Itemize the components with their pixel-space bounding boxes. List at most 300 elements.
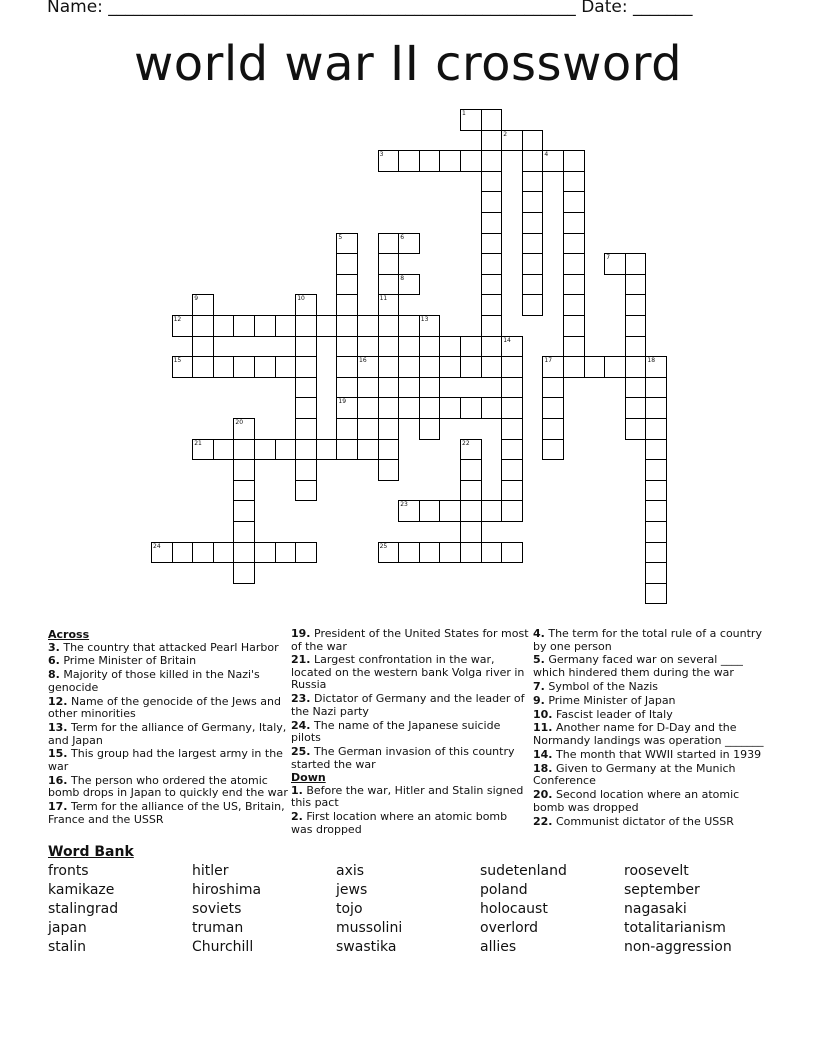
- clue-number: 17.: [48, 800, 68, 814]
- grid-cell[interactable]: [336, 233, 358, 255]
- grid-cell[interactable]: [336, 294, 358, 316]
- grid-cell[interactable]: [481, 294, 503, 316]
- clue-text: Majority of those killed in the Nazi's genocide: [48, 668, 260, 694]
- grid-cell[interactable]: [295, 480, 317, 502]
- grid-cell[interactable]: [233, 418, 255, 440]
- grid-cell[interactable]: [501, 459, 523, 481]
- grid-cell[interactable]: [192, 315, 214, 337]
- clue: [533, 763, 773, 788]
- grid-cell[interactable]: [481, 109, 503, 131]
- grid-cell[interactable]: [336, 336, 358, 358]
- clue-number: 4.: [533, 627, 545, 640]
- grid-cell[interactable]: [481, 150, 503, 172]
- clue-text: Second location where an atomic bomb was dropped: [533, 788, 740, 814]
- grid-cell[interactable]: [522, 294, 544, 316]
- grid-cell[interactable]: [439, 542, 461, 564]
- grid-cell[interactable]: [295, 418, 317, 440]
- word-bank-word: truman: [192, 920, 244, 936]
- grid-cell[interactable]: [419, 542, 441, 564]
- grid-cell[interactable]: [563, 356, 585, 378]
- grid-cell[interactable]: [233, 500, 255, 522]
- clues-column-1: [48, 628, 288, 828]
- grid-cell[interactable]: [625, 294, 647, 316]
- grid-cell[interactable]: [378, 274, 400, 296]
- grid-cell[interactable]: [563, 315, 585, 337]
- grid-cell[interactable]: [213, 542, 235, 564]
- clue-number: 5: [338, 233, 343, 241]
- word-bank-word: nagasaki: [624, 901, 687, 917]
- word-bank-word: roosevelt: [624, 863, 689, 879]
- grid-cell[interactable]: [481, 171, 503, 193]
- clue-number: 19.: [291, 627, 311, 640]
- grid-cell[interactable]: [460, 397, 482, 419]
- grid-cell[interactable]: [336, 397, 358, 419]
- grid-cell[interactable]: [378, 315, 400, 337]
- grid-cell[interactable]: [439, 397, 461, 419]
- grid-cell[interactable]: [501, 542, 523, 564]
- grid-cell[interactable]: [192, 439, 214, 461]
- grid-cell[interactable]: [275, 356, 297, 378]
- grid-cell[interactable]: [645, 377, 667, 399]
- clue: [533, 789, 773, 814]
- clue: [533, 749, 773, 762]
- clue-number: 21: [194, 439, 202, 447]
- grid-cell[interactable]: [419, 500, 441, 522]
- grid-cell[interactable]: [625, 397, 647, 419]
- clue-number: 18.: [533, 761, 553, 775]
- grid-cell[interactable]: [625, 418, 647, 440]
- clue-number: 7: [606, 254, 611, 262]
- grid-cell[interactable]: [233, 521, 255, 543]
- grid-cell[interactable]: [192, 294, 214, 316]
- clue-number: 16.: [48, 773, 68, 787]
- grid-cell[interactable]: [378, 439, 400, 461]
- grid-cell[interactable]: [233, 542, 255, 564]
- grid-cell[interactable]: [542, 418, 564, 440]
- grid-cell[interactable]: [645, 418, 667, 440]
- word-bank-title: Word Bank: [48, 844, 134, 860]
- grid-cell[interactable]: [563, 233, 585, 255]
- clue-text: Before the war, Hitler and Stalin signed this pact: [291, 783, 524, 810]
- clue-text: Prime Minister of Japan: [548, 693, 676, 707]
- grid-cell[interactable]: [295, 377, 317, 399]
- clue: [291, 811, 531, 836]
- grid-cell[interactable]: [295, 315, 317, 337]
- clue-number: 3: [379, 151, 384, 159]
- clues-column-3: [533, 628, 773, 829]
- clue-number: 24.: [291, 718, 311, 732]
- grid-cell[interactable]: [316, 315, 338, 337]
- grid-cell[interactable]: [460, 356, 482, 378]
- word-bank-word: september: [624, 882, 700, 898]
- clue-number: 11: [379, 295, 388, 303]
- word-bank-word: jews: [336, 882, 368, 898]
- word-bank-word: non-aggression: [624, 939, 732, 955]
- clues-column-2: [291, 628, 531, 838]
- clue: [533, 695, 773, 708]
- grid-cell[interactable]: [336, 439, 358, 461]
- grid-cell[interactable]: [398, 150, 420, 172]
- grid-cell[interactable]: [151, 542, 173, 564]
- grid-cell[interactable]: [213, 356, 235, 378]
- grid-cell[interactable]: [254, 542, 276, 564]
- grid-cell[interactable]: [336, 315, 358, 337]
- clue-number: 12: [173, 316, 182, 323]
- grid-cell[interactable]: [254, 439, 276, 461]
- grid-cell[interactable]: [398, 274, 420, 296]
- clue: [48, 696, 288, 721]
- grid-cell[interactable]: [378, 377, 400, 399]
- clue-text: Prime Minister of Britain: [63, 654, 197, 668]
- grid-cell[interactable]: [213, 315, 235, 337]
- grid-cell[interactable]: [625, 274, 647, 296]
- grid-cell[interactable]: [522, 274, 544, 296]
- grid-cell[interactable]: [295, 336, 317, 358]
- grid-cell[interactable]: [172, 542, 194, 564]
- grid-cell[interactable]: [398, 397, 420, 419]
- clue-text: Term for the alliance of the US, Britain, France and the USSR: [48, 800, 285, 826]
- clue-number: 10: [297, 295, 305, 303]
- page-title: world war II crossword: [133, 36, 683, 92]
- grid-cell[interactable]: [625, 377, 647, 399]
- grid-cell[interactable]: [378, 253, 400, 275]
- grid-cell[interactable]: [419, 336, 441, 358]
- grid-cell[interactable]: [378, 233, 400, 255]
- clue: [48, 748, 288, 773]
- clue-text: Name of the genocide of the Jews and other minorities: [48, 694, 281, 721]
- grid-cell[interactable]: [481, 500, 503, 522]
- grid-cell[interactable]: [522, 130, 544, 152]
- grid-cell[interactable]: [378, 397, 400, 419]
- clue-number: 21.: [291, 653, 311, 667]
- clue: [533, 816, 773, 829]
- clue: [48, 642, 288, 655]
- grid-cell[interactable]: [295, 439, 317, 461]
- clue: [533, 654, 773, 679]
- clue-number: 9: [194, 295, 199, 303]
- clue-number: 6.: [48, 654, 60, 668]
- word-bank-word: hiroshima: [192, 882, 262, 898]
- clue-text: Term for the alliance of Germany, Italy, and Japan: [48, 721, 287, 747]
- grid-cell[interactable]: [378, 418, 400, 440]
- grid-cell[interactable]: [398, 356, 420, 378]
- clue-number: 6: [400, 233, 405, 241]
- grid-cell[interactable]: [254, 356, 276, 378]
- grid-cell[interactable]: [460, 336, 482, 358]
- clue: [48, 722, 288, 747]
- grid-cell[interactable]: [398, 233, 420, 255]
- grid-cell[interactable]: [481, 336, 503, 358]
- word-bank-word: Churchill: [192, 939, 254, 955]
- grid-cell[interactable]: [213, 439, 235, 461]
- clue-number: 14.: [533, 747, 553, 761]
- clue-text: Given to Germany at the Munich Conference: [533, 761, 736, 788]
- grid-cell[interactable]: [645, 356, 667, 378]
- grid-cell[interactable]: [604, 356, 626, 378]
- clue-number: 23.: [291, 692, 311, 706]
- grid-cell[interactable]: [604, 253, 626, 275]
- grid-cell[interactable]: [645, 583, 667, 605]
- word-bank-word: totalitarianism: [624, 920, 726, 936]
- grid-cell[interactable]: [275, 542, 297, 564]
- clue: [291, 693, 531, 718]
- grid-cell[interactable]: [625, 356, 647, 378]
- grid-cell[interactable]: [460, 150, 482, 172]
- grid-cell[interactable]: [439, 150, 461, 172]
- grid-cell[interactable]: [419, 418, 441, 440]
- clue-text: This group had the largest army in the war: [48, 747, 283, 773]
- clue-text: The German invasion of this country started the war: [291, 745, 515, 771]
- word-bank-word: axis: [336, 863, 365, 879]
- grid-cell[interactable]: [419, 315, 441, 337]
- grid-cell[interactable]: [481, 542, 503, 564]
- grid-cell[interactable]: [378, 336, 400, 358]
- clue-number: 1: [462, 110, 466, 117]
- grid-cell[interactable]: [563, 150, 585, 172]
- clue: [533, 722, 773, 747]
- word-bank-word: fronts: [48, 863, 89, 879]
- grid-cell[interactable]: [336, 377, 358, 399]
- grid-cell[interactable]: [563, 274, 585, 296]
- grid-cell[interactable]: [295, 356, 317, 378]
- grid-cell[interactable]: [501, 418, 523, 440]
- grid-cell[interactable]: [295, 459, 317, 481]
- grid-cell[interactable]: [172, 315, 194, 337]
- grid-cell[interactable]: [645, 439, 667, 461]
- grid-cell[interactable]: [295, 397, 317, 419]
- grid-cell[interactable]: [419, 356, 441, 378]
- grid-cell[interactable]: [625, 315, 647, 337]
- clue-text: Germany faced war on several ____ which hindered them during the war: [533, 653, 743, 679]
- clue: [291, 720, 531, 745]
- grid-cell[interactable]: [398, 315, 420, 337]
- grid-cell[interactable]: [481, 191, 503, 213]
- clue-number: 10.: [533, 707, 553, 721]
- grid-cell[interactable]: [233, 562, 255, 584]
- grid-cell[interactable]: [460, 459, 482, 481]
- grid-cell[interactable]: [336, 253, 358, 275]
- word-bank-word: allies: [480, 939, 517, 955]
- grid-cell[interactable]: [336, 274, 358, 296]
- grid-cell[interactable]: [563, 191, 585, 213]
- grid-cell[interactable]: [275, 315, 297, 337]
- grid-cell[interactable]: [481, 130, 503, 152]
- grid-cell[interactable]: [481, 233, 503, 255]
- grid-cell[interactable]: [501, 500, 523, 522]
- grid-cell[interactable]: [378, 356, 400, 378]
- grid-cell[interactable]: [645, 397, 667, 419]
- grid-cell[interactable]: [481, 356, 503, 378]
- grid-cell[interactable]: [233, 315, 255, 337]
- clue-number: 25.: [291, 745, 311, 759]
- grid-cell[interactable]: [233, 480, 255, 502]
- grid-cell[interactable]: [501, 130, 523, 152]
- grid-cell[interactable]: [522, 253, 544, 275]
- grid-cell[interactable]: [563, 294, 585, 316]
- clue-text: Dictator of Germany and the leader of the Nazi party: [291, 692, 525, 718]
- grid-cell[interactable]: [522, 212, 544, 234]
- word-bank-word: stalin: [48, 939, 87, 955]
- clue-text: Symbol of the Nazis: [548, 679, 658, 693]
- clue-number: 11.: [533, 721, 553, 735]
- grid-cell[interactable]: [481, 315, 503, 337]
- grid-cell[interactable]: [275, 439, 297, 461]
- grid-cell[interactable]: [419, 397, 441, 419]
- clue-text: The term for the total rule of a country by one person: [533, 627, 762, 653]
- clue-number: 17: [544, 357, 553, 365]
- grid-cell[interactable]: [563, 171, 585, 193]
- clue-number: 5.: [533, 653, 545, 667]
- grid-cell[interactable]: [501, 480, 523, 502]
- grid-cell[interactable]: [357, 397, 379, 419]
- grid-cell[interactable]: [542, 150, 564, 172]
- clue-number: 2: [503, 130, 508, 138]
- grid-cell[interactable]: [357, 356, 379, 378]
- across-heading: Across: [48, 628, 90, 641]
- grid-cell[interactable]: [460, 480, 482, 502]
- grid-cell[interactable]: [460, 521, 482, 543]
- clue-number: 1.: [291, 783, 303, 797]
- grid-cell[interactable]: [419, 377, 441, 399]
- clue-number: 18: [647, 357, 656, 365]
- clue: [291, 654, 531, 692]
- grid-cell[interactable]: [501, 377, 523, 399]
- grid-cell[interactable]: [645, 521, 667, 543]
- grid-cell[interactable]: [439, 336, 461, 358]
- clue-number: 9.: [533, 693, 545, 707]
- clue: [48, 775, 288, 800]
- clue-text: Another name for D-Day and the Normandy landings was operation _______: [533, 721, 764, 747]
- grid-cell[interactable]: [501, 356, 523, 378]
- grid-cell[interactable]: [481, 253, 503, 275]
- clue: [48, 801, 288, 826]
- clue-number: 16: [359, 357, 367, 365]
- grid-cell[interactable]: [192, 336, 214, 358]
- clue-number: 14: [503, 336, 511, 344]
- grid-cell[interactable]: [254, 315, 276, 337]
- clue-text: First location where an atomic bomb was dropped: [291, 810, 508, 836]
- grid-cell[interactable]: [357, 439, 379, 461]
- clue: [291, 785, 531, 810]
- grid-cell[interactable]: [625, 336, 647, 358]
- clue-text: Fascist leader of Italy: [556, 707, 673, 721]
- clue-number: 25: [379, 542, 388, 550]
- grid-cell[interactable]: [460, 439, 482, 461]
- grid-cell[interactable]: [316, 439, 338, 461]
- grid-cell[interactable]: [419, 150, 441, 172]
- down-heading: Down: [291, 771, 326, 785]
- grid-cell[interactable]: [522, 171, 544, 193]
- clue-text: The person who ordered the atomic bomb drops in Japan to quickly end the war: [48, 773, 288, 800]
- grid-cell[interactable]: [233, 356, 255, 378]
- clue: [48, 669, 288, 694]
- grid-cell[interactable]: [501, 439, 523, 461]
- clue-number: 12.: [48, 694, 68, 708]
- word-bank-word: tojo: [336, 901, 363, 917]
- grid-cell[interactable]: [481, 274, 503, 296]
- clue-number: 24: [153, 542, 161, 550]
- grid-cell[interactable]: [542, 377, 564, 399]
- grid-cell[interactable]: [563, 336, 585, 358]
- grid-cell[interactable]: [645, 459, 667, 481]
- clue: [48, 655, 288, 668]
- clue-number: 15: [173, 357, 182, 365]
- grid-cell[interactable]: [233, 459, 255, 481]
- clue-number: 20.: [533, 788, 553, 802]
- grid-cell[interactable]: [522, 150, 544, 172]
- grid-cell[interactable]: [460, 109, 482, 131]
- clue-number: 4: [544, 151, 549, 159]
- grid-cell[interactable]: [645, 542, 667, 564]
- grid-cell[interactable]: [439, 500, 461, 522]
- grid-cell[interactable]: [192, 356, 214, 378]
- grid-cell[interactable]: [233, 439, 255, 461]
- word-bank-word: holocaust: [480, 901, 548, 917]
- grid-cell[interactable]: [625, 253, 647, 275]
- clue-text: The month that WWII started in 1939: [556, 747, 762, 761]
- grid-cell[interactable]: [460, 500, 482, 522]
- grid-cell[interactable]: [378, 542, 400, 564]
- grid-cell[interactable]: [542, 356, 564, 378]
- clue-text: The name of the Japanese suicide pilots: [291, 718, 501, 745]
- grid-cell[interactable]: [501, 336, 523, 358]
- grid-cell[interactable]: [645, 562, 667, 584]
- clue: [291, 628, 531, 653]
- grid-cell[interactable]: [357, 315, 379, 337]
- grid-cell[interactable]: [481, 397, 503, 419]
- grid-cell[interactable]: [336, 356, 358, 378]
- grid-cell[interactable]: [481, 212, 503, 234]
- grid-cell[interactable]: [378, 294, 400, 316]
- clue-number: 23: [400, 501, 408, 509]
- grid-cell[interactable]: [645, 480, 667, 502]
- clue: [533, 628, 773, 653]
- grid-cell[interactable]: [584, 356, 606, 378]
- word-bank-word: kamikaze: [48, 882, 115, 898]
- grid-cell[interactable]: [192, 542, 214, 564]
- grid-cell[interactable]: [542, 439, 564, 461]
- clue: [291, 746, 531, 771]
- word-bank-word: soviets: [192, 901, 242, 917]
- grid-cell[interactable]: [439, 356, 461, 378]
- grid-cell[interactable]: [522, 191, 544, 213]
- grid-cell[interactable]: [172, 356, 194, 378]
- grid-cell[interactable]: [398, 542, 420, 564]
- clue-number: 8.: [48, 668, 60, 682]
- clue-text: The country that attacked Pearl Harbor: [63, 640, 279, 654]
- word-bank-word: poland: [480, 882, 528, 898]
- grid-cell[interactable]: [563, 253, 585, 275]
- grid-cell[interactable]: [336, 418, 358, 440]
- grid-cell[interactable]: [542, 397, 564, 419]
- grid-cell[interactable]: [398, 500, 420, 522]
- clue-number: 22: [462, 439, 470, 447]
- grid-cell[interactable]: [645, 500, 667, 522]
- grid-cell[interactable]: [378, 459, 400, 481]
- grid-cell[interactable]: [378, 150, 400, 172]
- word-bank-word: hitler: [192, 863, 229, 879]
- grid-cell[interactable]: [501, 397, 523, 419]
- grid-cell[interactable]: [460, 542, 482, 564]
- clue: [533, 709, 773, 722]
- grid-cell[interactable]: [295, 542, 317, 564]
- clue-text: Largest confrontation in the war, located on the western bank Volga river in Russia: [291, 653, 525, 692]
- grid-cell[interactable]: [522, 233, 544, 255]
- clue-number: 7.: [533, 679, 545, 693]
- grid-cell[interactable]: [563, 212, 585, 234]
- word-bank-word: overlord: [480, 920, 539, 936]
- grid-cell[interactable]: [295, 294, 317, 316]
